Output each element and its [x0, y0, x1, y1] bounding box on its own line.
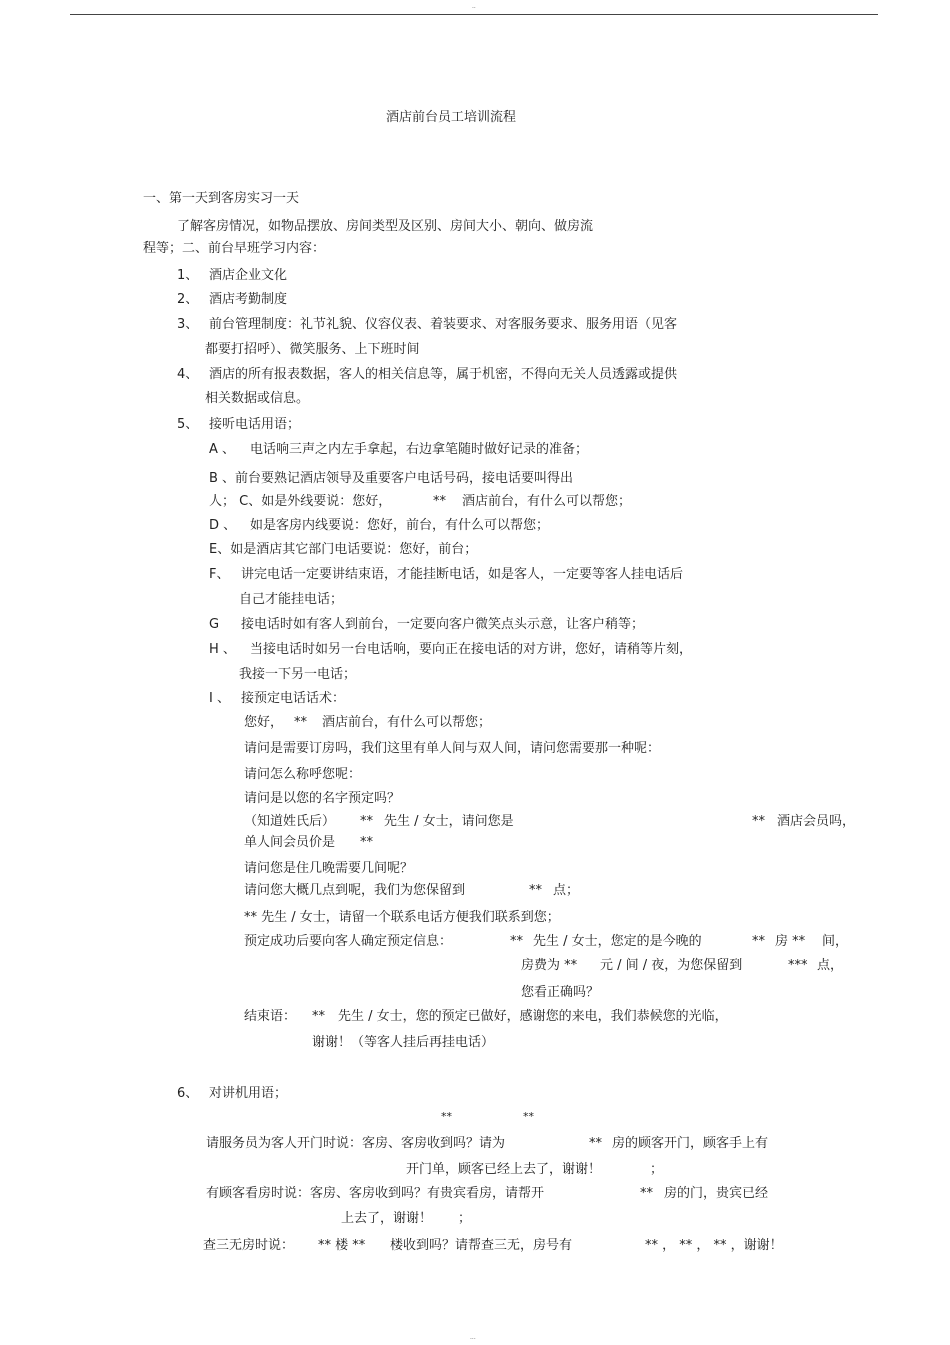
script-line-10d: **: [752, 934, 765, 949]
script-line-8a: 请问您大概几点到呢，我们为您保留到: [244, 883, 466, 898]
phone-f-label: F、: [209, 567, 230, 582]
script-line-1a: 您好，: [244, 715, 284, 730]
script-line-10e: 房 **: [775, 934, 806, 949]
intercom-line-5d: ** ， ** ， ** ，谢谢！: [645, 1238, 783, 1253]
item-1-text: 酒店企业文化: [209, 268, 288, 283]
section1-body-line2: 程等；二、前台早班学习内容：: [143, 241, 326, 256]
script-line-11c: ***: [788, 958, 808, 973]
intercom-stars-b: **: [523, 1110, 534, 1123]
phone-h-text-cont: 我接一下另一电话；: [239, 667, 357, 682]
intercom-line-4b: ；: [458, 1211, 472, 1226]
script-line-2: 请问是需要订房吗，我们这里有单人间与双人间，请问您需要那一种呢：: [244, 741, 661, 756]
script-line-8c: 点；: [553, 883, 580, 898]
item-4-number: 4、: [177, 367, 199, 382]
script-line-6a: 单人间会员价是: [244, 835, 336, 850]
script-line-14: 谢谢！（等客人挂后再挂电话）: [312, 1035, 495, 1050]
script-line-9: ** 先生 / 女士，请留一个联系电话方便我们联系到您；: [244, 910, 560, 925]
intercom-line-5c: 楼收到吗？请帮查三无，房号有: [390, 1238, 573, 1253]
item-5-text: 接听电话用语；: [209, 417, 301, 432]
script-line-13a: 结束语：: [244, 1009, 297, 1024]
item-2-text: 酒店考勤制度: [209, 292, 288, 307]
script-line-10c: 先生 / 女士，您定的是今晚的: [533, 934, 702, 949]
intercom-line-1b: **: [589, 1136, 602, 1151]
phone-f-text-cont: 自己才能挂电话；: [239, 592, 344, 607]
intercom-line-1a: 请服务员为客人开门时说：客房、客房收到吗？请为: [206, 1136, 506, 1151]
item-5-number: 5、: [177, 417, 199, 432]
script-line-10a: 预定成功后要向客人确定预定信息：: [244, 934, 453, 949]
script-line-10f: 间，: [822, 934, 849, 949]
phone-b-text-cont: 人； C、如是外线要说：您好，: [209, 494, 392, 509]
section1-heading: 一、第一天到客房实习一天: [143, 191, 300, 206]
phone-h-label: H 、: [209, 642, 236, 657]
phone-b-text-end: 酒店前台，有什么可以帮您；: [462, 494, 632, 509]
item-4-text-cont: 相关数据或信息。: [205, 391, 310, 406]
script-line-1c: 酒店前台，有什么可以帮您；: [322, 715, 492, 730]
header-mark: ..: [472, 3, 476, 10]
script-line-11a: 房费为 **: [521, 958, 578, 973]
script-line-8b: **: [529, 883, 542, 898]
intercom-line-3c: 房的门，贵宾已经: [664, 1186, 769, 1201]
intercom-stars-a: **: [441, 1110, 452, 1123]
intercom-line-3a: 有顾客看房时说：客房、客房收到吗？有贵宾看房，请帮开: [206, 1186, 545, 1201]
phone-f-text: 讲完电话一定要讲结束语，才能挂断电话，如是客人，一定要等客人挂电话后: [241, 567, 684, 582]
script-line-4: 请问是以您的名字预定吗？: [244, 791, 401, 806]
phone-d-text: 如是客房内线要说：您好，前台，有什么可以帮您；: [250, 518, 550, 533]
script-line-10b: **: [510, 934, 523, 949]
phone-b-text: B 、前台要熟记酒店领导及重要客户电话号码，接电话要叫得出: [209, 471, 574, 486]
phone-e-text: E、如是酒店其它部门电话要说：您好，前台；: [209, 542, 478, 557]
script-line-12: 您看正确吗？: [521, 985, 600, 1000]
item-3-text-cont: 都要打招呼）、微笑服务、上下班时间: [205, 342, 420, 357]
script-line-5c: 先生 / 女士，请问您是: [384, 814, 514, 829]
phone-a-label: A 、: [209, 442, 236, 457]
item-1-number: 1、: [177, 268, 199, 283]
script-line-13b: **: [312, 1009, 325, 1024]
item-3-number: 3、: [177, 317, 199, 332]
phone-b-stars: **: [433, 494, 446, 509]
intercom-line-3b: **: [640, 1186, 653, 1201]
intercom-line-5b: ** 楼 **: [318, 1238, 366, 1253]
script-line-11b: 元 / 间 / 夜，为您保留到: [600, 958, 743, 973]
intercom-line-2a: 开门单，顾客已经上去了，谢谢！: [406, 1162, 602, 1177]
script-line-13c: 先生 / 女士，您的预定已做好，感谢您的来电，我们恭候您的光临，: [338, 1009, 728, 1024]
script-line-7: 请问您是住几晚需要几间呢？: [244, 861, 414, 876]
header-rule: [70, 14, 878, 15]
phone-i-text: 接预定电话话术：: [241, 691, 346, 706]
document-title: 酒店前台员工培训流程: [386, 110, 517, 125]
intercom-line-1c: 房的顾客开门，顾客手上有: [612, 1136, 769, 1151]
intercom-line-2b: ；: [650, 1162, 664, 1177]
phone-a-text: 电话响三声之内左手拿起，右边拿笔随时做好记录的准备；: [250, 442, 589, 457]
script-line-5d: **: [752, 814, 765, 829]
item-2-number: 2、: [177, 292, 199, 307]
script-line-5e: 酒店会员吗，: [777, 814, 856, 829]
item-6-text: 对讲机用语；: [209, 1086, 288, 1101]
intercom-line-5a: 查三无房时说：: [203, 1238, 295, 1253]
item-4-text: 酒店的所有报表数据，客人的相关信息等，属于机密，不得向无关人员透露或提供: [209, 367, 678, 382]
script-line-11d: 点，: [817, 958, 844, 973]
script-line-3: 请问怎么称呼您呢：: [244, 767, 362, 782]
item-6-number: 6、: [177, 1086, 199, 1101]
phone-i-label: I 、: [209, 691, 230, 706]
intercom-line-4a: 上去了，谢谢！: [341, 1211, 433, 1226]
phone-h-text: 当接电话时如另一台电话响，要向正在接电话的对方讲，您好，请稍等片刻，: [250, 642, 693, 657]
phone-g-text: 接电话时如有客人到前台，一定要向客户微笑点头示意，让客户稍等；: [241, 617, 645, 632]
script-line-6b: **: [360, 835, 373, 850]
script-line-5a: （知道姓氏后）: [244, 814, 336, 829]
phone-g-label: G: [209, 617, 220, 632]
script-line-1b: **: [294, 715, 307, 730]
section1-body-line1: 了解客房情况，如物品摆放、房间类型及区别、房间大小、朝向、做房流: [177, 219, 594, 234]
item-3-text: 前台管理制度：礼节礼貌、仪容仪表、着装要求、对客服务要求、服务用语（见客: [209, 317, 678, 332]
footer-mark: ...: [470, 1334, 476, 1341]
script-line-5b: **: [360, 814, 373, 829]
phone-d-label: D 、: [209, 518, 237, 533]
